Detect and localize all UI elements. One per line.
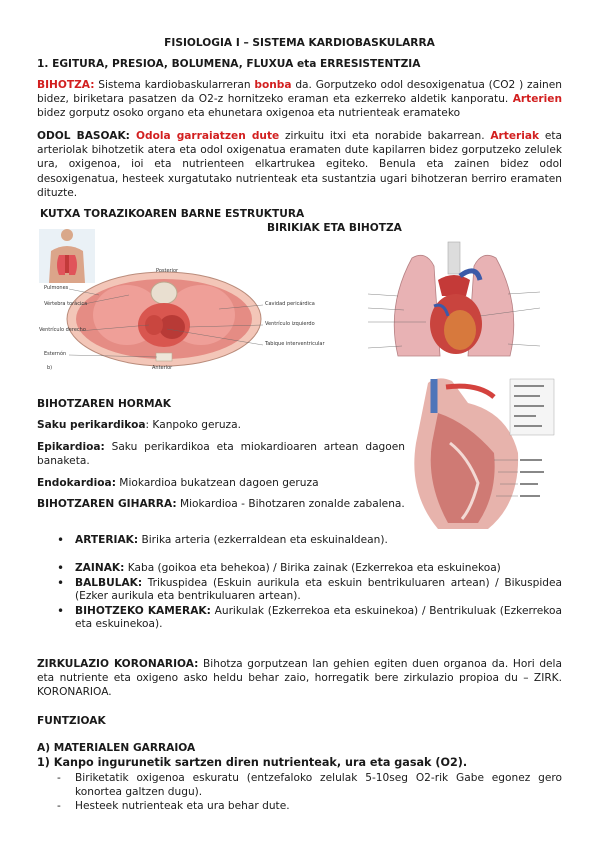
bullet-label: ZAINAK:: [75, 562, 125, 574]
bullet-text: Trikuspidea (Eskuin aurikula eta eskuin bentrikuluaren artean) / Bikuspidea (Ezker aurikula eta bentrikuluaren artean).: [75, 576, 562, 603]
hormak-heading: BIHOTZAREN HORMAK: [37, 398, 171, 410]
list-item: [37, 577, 562, 604]
funtzioak-heading: FUNTZIOAK: [37, 715, 106, 727]
label-vertebra: Vértebra torácica: [44, 301, 88, 307]
kanpo-heading: 1) Kanpo ingurunetik sartzen diren nutrienteak, ura eta gasak (O2).: [37, 756, 468, 769]
bullet-label: BIHOTZEKO KAMERAK:: [75, 604, 211, 617]
endokardioa-paragraph: [37, 476, 405, 490]
bihotza-text-1: Sistema kardiobaskularreran: [94, 79, 255, 91]
saku-paragraph: [37, 418, 405, 432]
bullet-text: Aurikulak (Ezkerrekoa eta eskuinekoa) / Bentrikuluak (Ezkerrekoa eta eskuinekoa).: [75, 604, 562, 631]
label-esternon: Esternón: [44, 351, 67, 357]
list-item: [37, 605, 562, 632]
arterien-highlight: Arterien: [512, 93, 562, 106]
birikiak-heading: BIRIKIAK ETA BIHOTZA: [267, 222, 402, 234]
label-cavidad-pericardica: Cavidad pericárdica: [265, 301, 315, 307]
label-anterior: Anterior: [152, 365, 173, 371]
section-heading-1: 1. EGITURA, PRESIOA, BOLUMENA, FLUXUA eta ERRESISTENTZIA: [37, 58, 421, 70]
bullet-text: Kaba (goikoa eta behekoa) / Birika zainak (Ezkerrekoa eta eskuinekoa): [124, 562, 501, 574]
page-title: FISIOLOGIA I – SISTEMA KARDIOBASKULARRA: [164, 37, 435, 49]
saku-label: Saku perikardikoa: [37, 419, 146, 431]
label-b: b): [47, 365, 53, 371]
odol-basoak-label: ODOL BASOAK:: [37, 130, 130, 142]
bullet-text: Birika arteria (ezkerraldean eta eskuinaldean).: [138, 534, 388, 546]
giharra-paragraph: [37, 497, 405, 511]
bihotza-text-2: da. Gorputzeko odol desoxigenatua (CO2 ) zainen bidez, biriketara pasatzen da O2-z hornitzeko eraman eta ezkerreko aldetik kanporatu.: [37, 79, 562, 106]
odol-text-1: zirkuitu itxi eta norabide bakarrean.: [279, 130, 491, 142]
bihotza-label: BIHOTZA:: [37, 79, 95, 91]
label-tabique: Tabique interventricular: [265, 341, 325, 347]
list-item: - Hesteek nutrienteak eta ura behar dute.: [37, 799, 562, 813]
label-posterior: Posterior: [156, 268, 179, 274]
endokardioa-text: Miokardioa bukatzean dagoen geruza: [115, 477, 319, 489]
bullet-label: BALBULAK:: [75, 576, 143, 589]
giharra-bullet-list-top: [37, 534, 405, 549]
arteriak-highlight: Arteriak: [490, 130, 540, 142]
label-pulmones: Pulmones: [44, 285, 69, 291]
list-item: [37, 534, 405, 548]
heart-wall-figure: [408, 373, 556, 535]
zirkulazio-text: Bihotza gorputzean lan gehien egiten duen organoa da. Hori dela eta nutriente eta oxigeno asko heldu behar zaio, horregatik bere zirkulazio propioa du – ZIRK. KORONARIOA.: [37, 658, 562, 699]
saku-text: : Kanpoko geruza.: [145, 419, 241, 431]
kutxa-heading: KUTXA TORAZIKOAREN BARNE ESTRUKTURA: [40, 208, 305, 220]
list-item: - Biriketatik oxigenoa eskuratu (entzefaloko zelulak 5-10seg O2-rik Gabe egonez gero konortea galtzen dugu).: [37, 771, 562, 799]
bihotza-paragraph: [37, 78, 562, 121]
label-ventriculo-izquierdo: Ventrículo izquierdo: [265, 321, 315, 327]
endokardioa-label: Endokardioa:: [37, 477, 116, 489]
odol-text-2: eta arteriolak bihotzetik atera eta odol oxigenatua eramaten dute kapilarren bidez gorputzeko zelulek ura, oxigenoa, ioi eta nutrienteen elkartrukea egiteko. Benula eta zainen bidez odol desoxigenatua, hesteek xurgatutako nutrienteak eta sustantzia ugari bihotzeran berriro eramaten dituzte.: [37, 130, 563, 199]
thorax-cross-section-figure: [39, 229, 373, 371]
bihotza-text-3: bidez gorputz osoko organo eta ehunetara oxigenoa eta nutrienteak eramateko: [37, 107, 461, 120]
giharra-text: Miokardioa - Bihotzaren zonalde zabalena.: [176, 498, 405, 510]
label-ventriculo-derecho: Ventrículo derecho: [39, 327, 86, 333]
dash-list: [37, 771, 562, 813]
epikardioa-text: Saku perikardikoa eta miokardioaren artean dagoen banaketa.: [37, 441, 405, 468]
lungs-heart-figure: [368, 236, 540, 374]
zirkulazio-label: ZIRKULAZIO KORONARIOA:: [37, 658, 199, 670]
odola-highlight: Odola garraiatzen dute: [129, 130, 280, 142]
odol-basoak-paragraph: [37, 129, 562, 200]
epikardioa-label: Epikardioa:: [37, 441, 105, 453]
bonba-highlight: bonba: [254, 79, 292, 91]
zirkulazio-paragraph: [37, 657, 562, 700]
epikardioa-paragraph: [37, 440, 405, 468]
giharra-label: BIHOTZAREN GIHARRA:: [37, 498, 177, 510]
materialen-heading: A) MATERIALEN GARRAIOA: [37, 742, 196, 754]
bullet-label: ARTERIAK:: [75, 534, 139, 546]
list-item: [37, 562, 562, 576]
giharra-bullet-list: [37, 562, 562, 633]
